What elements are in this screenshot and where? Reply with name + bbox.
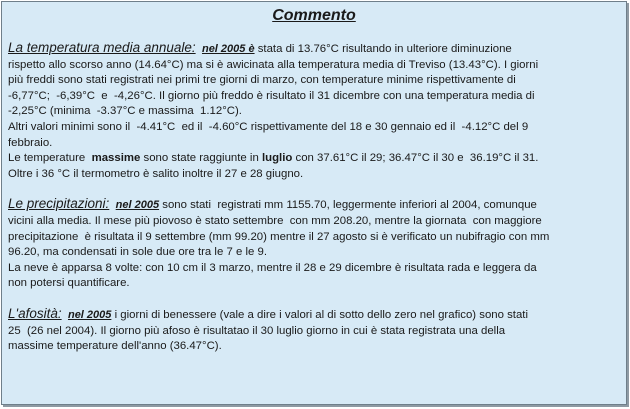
precipitazioni-line: precipitazione è risultata il 9 settembre (mm 99.20) mentre il 27 agosto si è verificato un nubifragio con mm — [8, 230, 550, 243]
temperatura-heading: La temperatura media annuale: — [8, 40, 196, 55]
temperatura-line: Oltre i 36 °C il termometro è salito inoltre il 27 e 28 giugno. — [8, 167, 304, 180]
precipitazioni-line: vicini alla media. Il mese più piovoso è stato settembre con mm 208.20, mentre la giornata con maggiore — [8, 214, 542, 227]
temperatura-line: rispetto allo scorso anno (14.64°C) ma si è awicinata alla temperatura media di Treviso (13.43°C). I giorni — [8, 58, 539, 71]
temperatura-line: stata di 13.76°C risultando in ulteriore diminuzione — [257, 43, 512, 55]
temperatura-emphasis: massime — [91, 152, 141, 165]
precipitazioni-line: La neve è apparsa 8 volte: con 10 cm il 3 marzo, mentre il 28 e 29 dicembre è risultata rada e leggera da — [8, 261, 537, 274]
afosita-year: nel 2005 — [67, 308, 112, 321]
temperatura-line: più freddi sono stati registrati nei primi tre giorni di marzo, con temperature minime rispettivamente di — [8, 74, 516, 87]
temperatura-line: Altri valori minimi sono il -4.41°C ed il -4.60°C rispettivamente del 18 e 30 gennaio ed il -4.12°C del 9 — [8, 120, 529, 133]
paragraph-temperatura — [8, 40, 620, 182]
temperatura-year: nel 2005 è — [201, 43, 255, 55]
page-title: Commento — [272, 7, 356, 24]
paragraph-afosita — [8, 306, 620, 355]
afosita-line: i giorni di benessere (vale a dire i valori al di sotto dello zero nel grafico) sono stati — [114, 308, 529, 321]
afosita-line: massime temperature dell'anno (36.47°C). — [8, 340, 222, 353]
afosita-heading: L'afosità: — [8, 305, 62, 321]
temperatura-line: con 37.61°C il 29; 36.47°C il 30 e 36.19°C il 31. — [295, 152, 539, 165]
temperatura-line: febbraio. — [8, 136, 53, 149]
temperatura-line: -6,77°C; -6,39°C e -4,26°C. Il giorno più freddo è risultato il 31 dicembre con una temperatura media di — [8, 89, 535, 102]
precipitazioni-year: nel 2005 — [115, 199, 160, 212]
paragraph-precipitazioni — [8, 196, 620, 292]
afosita-line: 25 (26 nel 2004). Il giorno più afoso è risultatao il 30 luglio giorno in cui è stata registrata una della — [8, 324, 506, 337]
precipitazioni-line: 96.20, ma condensati in sole due ore tra le 7 e le 9. — [8, 246, 267, 259]
comment-panel — [1, 1, 627, 405]
precipitazioni-heading: Le precipitazioni: — [8, 196, 110, 212]
temperatura-emphasis: luglio — [261, 152, 293, 165]
temperatura-line: -2,25°C (minima -3.37°C e massima 1.12°C). — [8, 105, 242, 118]
precipitazioni-line: non potersi quantificare. — [8, 277, 130, 290]
temperatura-line: sono state raggiunte in — [143, 152, 259, 165]
temperatura-line: Le temperature — [8, 152, 86, 165]
precipitazioni-line: sono stati registrati mm 1155.70, leggermente inferiori al 2004, comunque — [162, 199, 537, 212]
